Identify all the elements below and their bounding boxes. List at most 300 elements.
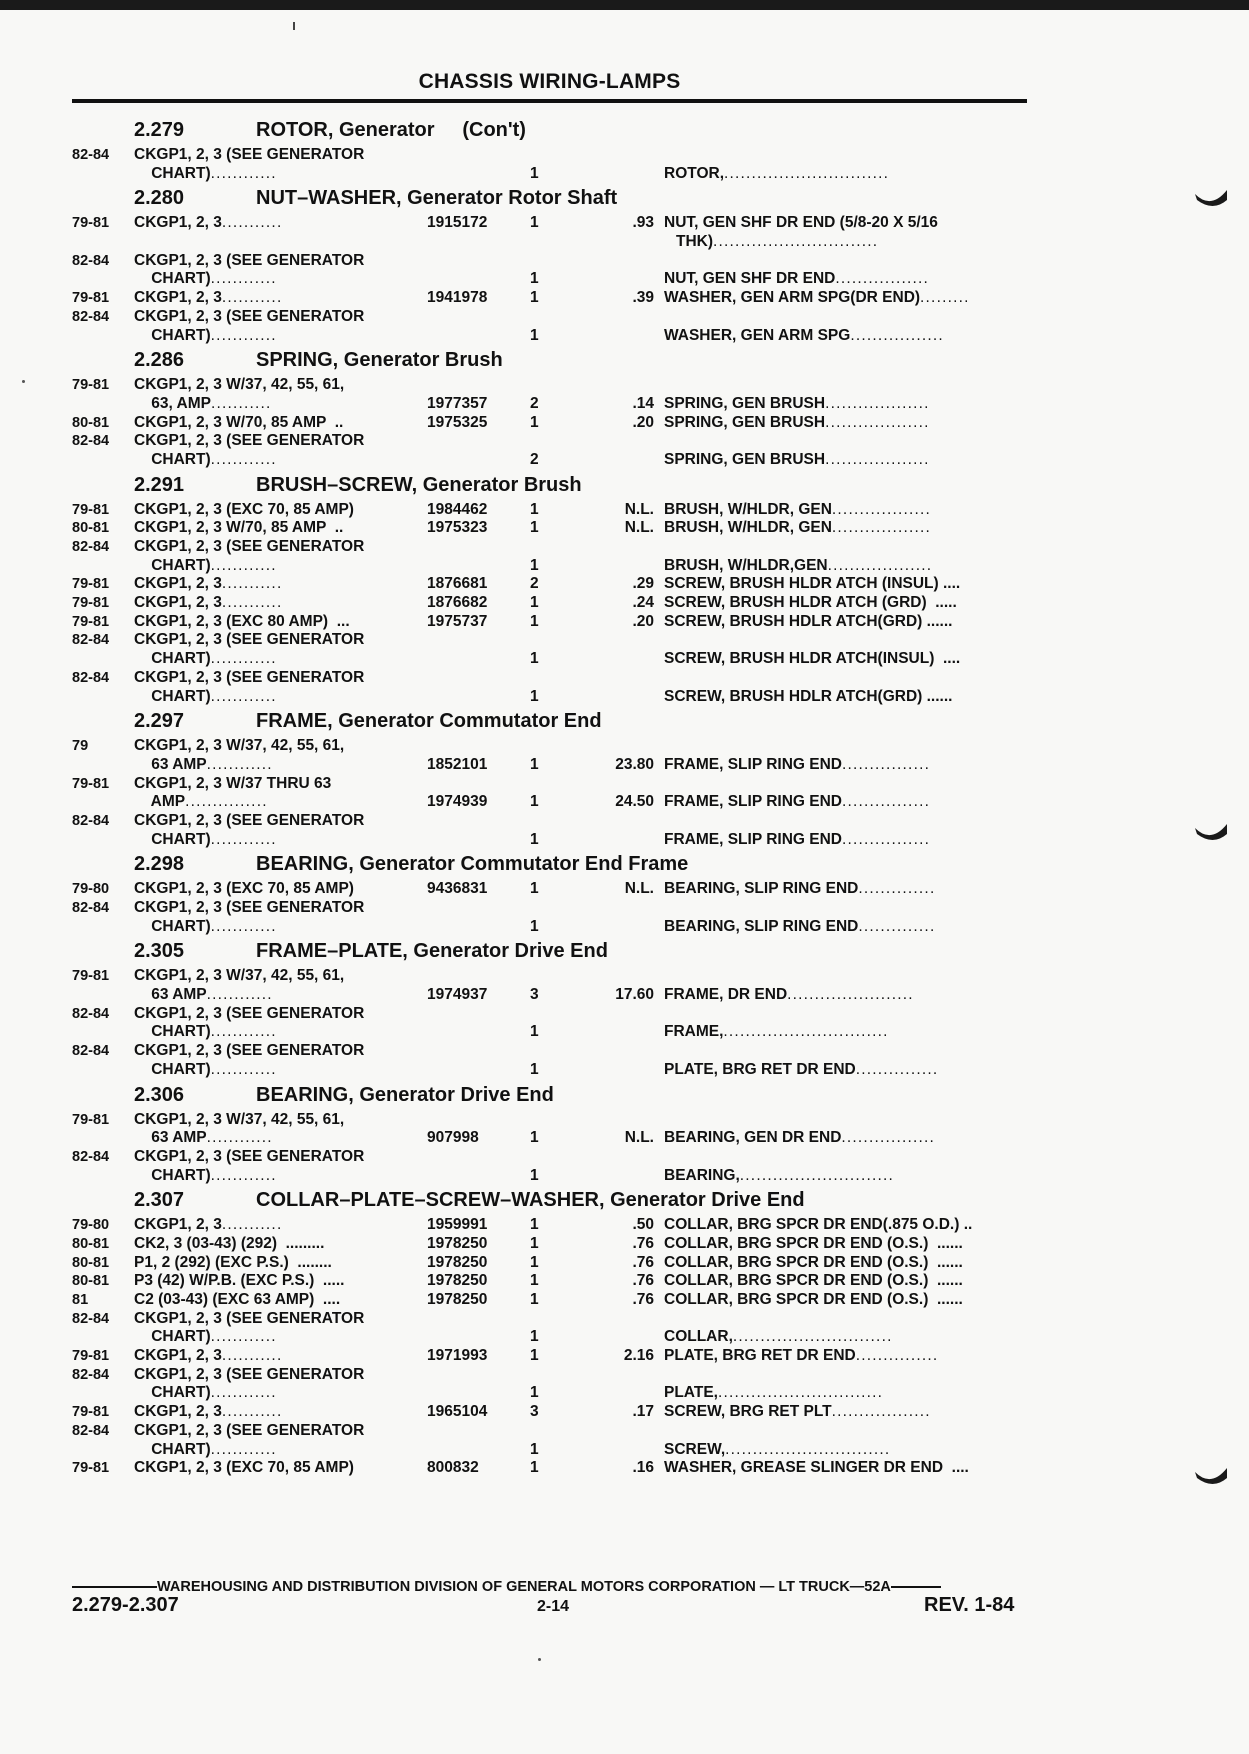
description-text: THK) xyxy=(676,233,714,251)
application-text: CKGP1, 2, 3 (SEE GENERATOR xyxy=(134,538,365,555)
section-heading xyxy=(72,470,1032,501)
description-text: PLATE, xyxy=(664,1384,718,1402)
leader-dots: ................... xyxy=(825,394,930,412)
application xyxy=(134,252,364,271)
leader-dots: ........... xyxy=(221,214,283,232)
leader-dots: ........... xyxy=(210,394,272,412)
section-title: FRAME–PLATE, Generator Drive End xyxy=(256,940,608,963)
part-number: 1876682 xyxy=(427,594,488,612)
model-years: 82-84 xyxy=(72,1043,110,1060)
application-text: 63 AMP xyxy=(134,1129,207,1147)
list-price: .17 xyxy=(632,1403,654,1421)
part-description xyxy=(664,793,931,812)
description-text: SCREW, BRUSH HDLR ATCH(GRD) ...... xyxy=(664,687,953,705)
model-years: 82-84 xyxy=(72,252,110,269)
model-years: 79-81 xyxy=(72,215,110,232)
quantity: 1 xyxy=(530,289,539,307)
application-text: C2 (03-43) (EXC 63 AMP) .... xyxy=(134,1291,341,1308)
list-price: .76 xyxy=(632,1234,654,1252)
application xyxy=(134,1254,332,1273)
section-heading xyxy=(72,183,1032,214)
quantity: 1 xyxy=(530,1253,539,1271)
parts-row xyxy=(72,501,1032,520)
leader-dots: ............ xyxy=(210,270,277,288)
leader-dots: ........... xyxy=(221,594,283,612)
quantity: 1 xyxy=(530,326,539,344)
parts-row xyxy=(72,631,1032,650)
part-description xyxy=(664,164,890,184)
parts-list xyxy=(72,115,1032,1478)
parts-row xyxy=(72,1111,1032,1130)
application-text: CKGP1, 2, 3 (SEE GENERATOR xyxy=(134,1004,365,1022)
model-years: 82-84 xyxy=(72,147,110,163)
application xyxy=(134,775,331,794)
leader-dots: ............... xyxy=(855,1347,939,1365)
leader-dots: .................. xyxy=(831,1403,931,1421)
application xyxy=(134,967,344,986)
parts-row xyxy=(72,308,1032,327)
parts-row xyxy=(72,1042,1032,1061)
list-price: 24.50 xyxy=(615,793,654,811)
part-description xyxy=(664,880,936,899)
quantity: 2 xyxy=(530,394,539,412)
application-text: CKGP1, 2, 3 W/70, 85 AMP .. xyxy=(134,413,344,431)
part-description xyxy=(664,394,930,414)
leader-dots: ............... xyxy=(185,793,268,811)
quantity: 1 xyxy=(530,1459,539,1477)
model-years: 82-84 xyxy=(72,812,110,829)
part-description xyxy=(664,1166,894,1186)
quantity: 1 xyxy=(530,1440,539,1458)
list-price: N.L. xyxy=(624,519,654,537)
leader-dots: .............................. xyxy=(724,164,890,182)
part-number: 800832 xyxy=(427,1459,479,1477)
application-text: CKGP1, 2, 3 (SEE GENERATOR xyxy=(134,307,365,325)
quantity: 1 xyxy=(530,413,539,431)
scan-mark xyxy=(293,22,295,30)
leader-dots: ............ xyxy=(210,326,277,344)
application-text: CKGP1, 2, 3 xyxy=(134,594,222,612)
application xyxy=(134,755,273,775)
section-title: COLLAR–PLATE–SCREW–WASHER, Generator Drive End xyxy=(256,1189,805,1212)
leader-dots: ............ xyxy=(210,687,277,705)
model-years: 79 xyxy=(72,738,89,755)
application-text: CKGP1, 2, 3 xyxy=(134,1216,222,1234)
leader-dots: .............................. xyxy=(717,1384,884,1402)
binder-punch-mark xyxy=(1193,188,1229,210)
leader-dots: ........... xyxy=(221,289,283,307)
parts-row xyxy=(72,967,1032,986)
section-number: 2.307 xyxy=(134,1189,185,1212)
description-text: BEARING, SLIP RING END xyxy=(664,917,859,935)
part-description xyxy=(676,233,879,252)
description-text: COLLAR, BRG SPCR DR END(.875 O.D.) .. xyxy=(664,1216,973,1234)
parts-row xyxy=(72,1061,1032,1080)
application-text: CKGP1, 2, 3 (EXC 70, 85 AMP) xyxy=(134,1459,354,1477)
parts-row xyxy=(72,233,1032,252)
parts-row xyxy=(72,1310,1032,1329)
description-text: FRAME, SLIP RING END xyxy=(664,830,842,848)
leader-dots: .............................. xyxy=(723,1023,889,1041)
part-number: 1975325 xyxy=(427,413,488,431)
parts-row xyxy=(72,1023,1032,1042)
description-text: SCREW, BRUSH HLDR ATCH(INSUL) .... xyxy=(664,650,961,668)
application xyxy=(134,1403,283,1422)
quantity: 3 xyxy=(530,1403,539,1421)
list-price: .24 xyxy=(632,594,654,612)
part-description xyxy=(664,1291,963,1310)
parts-row xyxy=(72,146,1032,165)
quantity: 1 xyxy=(530,1291,539,1308)
section-title: BEARING, Generator Commutator End Frame xyxy=(256,853,689,876)
application xyxy=(134,1060,277,1080)
quantity: 1 xyxy=(530,1328,539,1346)
section-number: 2.305 xyxy=(134,940,185,963)
application-text: CKGP1, 2, 3 (SEE GENERATOR xyxy=(134,251,365,269)
application-text: CKGP1, 2, 3 xyxy=(134,289,222,307)
part-description xyxy=(664,755,931,775)
application xyxy=(134,1148,364,1167)
section-heading xyxy=(72,1185,1032,1216)
leader-dots: ................ xyxy=(841,793,931,811)
application xyxy=(134,899,364,918)
section-heading xyxy=(72,849,1032,880)
application xyxy=(134,308,364,327)
application xyxy=(134,1111,344,1130)
application xyxy=(134,164,277,184)
parts-row xyxy=(72,538,1032,557)
parts-row xyxy=(72,669,1032,688)
application xyxy=(134,1129,273,1148)
description-text: SPRING, GEN BRUSH xyxy=(664,394,826,412)
section-number: 2.280 xyxy=(134,187,185,210)
quantity: 1 xyxy=(530,917,539,935)
application xyxy=(134,1235,324,1254)
description-text: SCREW, BRUSH HLDR ATCH (INSUL) .... xyxy=(664,575,961,593)
model-years: 79-81 xyxy=(72,1111,110,1128)
description-text: ROTOR, xyxy=(664,164,724,182)
footer-rule-right xyxy=(891,1586,941,1588)
part-description xyxy=(664,1403,931,1422)
leader-dots: .............................. xyxy=(713,233,879,251)
part-description xyxy=(664,917,936,937)
parts-row xyxy=(72,289,1032,308)
description-text: FRAME, SLIP RING END xyxy=(664,793,842,811)
list-price: N.L. xyxy=(624,880,654,898)
description-text: SCREW, BRUSH HDLR ATCH(GRD) ...... xyxy=(664,612,953,630)
section-heading xyxy=(72,1080,1032,1111)
part-description xyxy=(664,688,952,707)
part-description xyxy=(664,1235,963,1254)
section-heading xyxy=(72,345,1032,376)
quantity: 1 xyxy=(530,650,539,668)
parts-row xyxy=(72,688,1032,707)
description-text: SPRING, GEN BRUSH xyxy=(664,450,826,468)
description-text: WASHER, GEN ARM SPG xyxy=(664,326,851,344)
parts-row xyxy=(72,252,1032,271)
leader-dots: ........... xyxy=(221,575,283,593)
header-rule xyxy=(72,99,1027,103)
model-years: 82-84 xyxy=(72,433,110,450)
part-number: 1974939 xyxy=(427,793,488,811)
section-title: SPRING, Generator Brush xyxy=(256,349,503,372)
section-title: BEARING, Generator Drive End xyxy=(256,1083,554,1106)
model-years: 79-81 xyxy=(72,1404,110,1421)
parts-row xyxy=(72,575,1032,594)
application-text: CHART) xyxy=(134,450,211,468)
leader-dots: ............ xyxy=(210,830,277,848)
part-description xyxy=(664,1272,963,1291)
application-text: CKGP1, 2, 3 (SEE GENERATOR xyxy=(134,1421,365,1439)
model-years: 79-81 xyxy=(72,377,110,394)
footer-text: WAREHOUSING AND DISTRIBUTION DIVISION OF GENERAL MOTORS CORPORATION — LT TRUCK—52A xyxy=(157,1579,891,1595)
application xyxy=(134,613,350,632)
application xyxy=(134,326,277,346)
section-title: NUT–WASHER, Generator Rotor Shaft xyxy=(256,187,618,210)
application xyxy=(134,1422,364,1441)
model-years: 82-84 xyxy=(72,1366,110,1383)
application xyxy=(134,1459,354,1478)
model-years: 80-81 xyxy=(72,1273,110,1290)
leader-dots: ............................. xyxy=(732,1328,893,1346)
part-number: 1975323 xyxy=(427,519,488,537)
application xyxy=(134,1005,364,1024)
leader-dots: ............... xyxy=(855,1060,939,1078)
application-text: CKGP1, 2, 3 W/37, 42, 55, 61, xyxy=(134,967,345,985)
application-text: CHART) xyxy=(134,164,211,182)
model-years: 82-84 xyxy=(72,900,110,916)
footer-line xyxy=(72,1579,1027,1595)
parts-row xyxy=(72,214,1032,233)
parts-row xyxy=(72,165,1032,184)
leader-dots: ............ xyxy=(210,450,277,468)
application-text: CKGP1, 2, 3 (SEE GENERATOR xyxy=(134,668,365,686)
application-text: CK2, 3 (03-43) (292) ......... xyxy=(134,1234,325,1252)
parts-row xyxy=(72,1216,1032,1235)
model-years: 80-81 xyxy=(72,1254,110,1271)
scan-top-edge xyxy=(0,0,1249,10)
application xyxy=(134,1347,283,1366)
section-title: ROTOR, Generator (Con't) xyxy=(256,119,526,141)
quantity: 1 xyxy=(530,1129,539,1147)
parts-row xyxy=(72,557,1032,576)
description-text: BEARING, SLIP RING END xyxy=(664,880,859,898)
application-text: CHART) xyxy=(134,687,211,705)
quantity: 2 xyxy=(530,450,539,468)
application xyxy=(134,986,273,1005)
quantity: 1 xyxy=(530,612,539,630)
parts-row xyxy=(72,1148,1032,1167)
model-years: 80-81 xyxy=(72,1235,110,1252)
leader-dots: ............ xyxy=(206,986,273,1004)
footer-rule-left xyxy=(72,1586,157,1588)
section-heading xyxy=(72,936,1032,967)
application xyxy=(134,1023,277,1042)
application xyxy=(134,289,283,308)
part-number: 1974937 xyxy=(427,986,488,1004)
part-description xyxy=(664,1459,969,1478)
model-years: 79-81 xyxy=(72,290,110,307)
quantity: 1 xyxy=(530,1060,539,1078)
part-description xyxy=(664,1440,891,1460)
application-text: CKGP1, 2, 3 xyxy=(134,214,222,232)
parts-row xyxy=(72,831,1032,850)
parts-row xyxy=(72,1441,1032,1460)
parts-row xyxy=(72,756,1032,775)
application-text: CKGP1, 2, 3 (SEE GENERATOR xyxy=(134,146,365,163)
part-description xyxy=(664,1347,939,1366)
application xyxy=(134,575,283,594)
application-text: CKGP1, 2, 3 (SEE GENERATOR xyxy=(134,631,365,649)
application-text: CKGP1, 2, 3 (SEE GENERATOR xyxy=(134,1365,365,1383)
part-number: 1941978 xyxy=(427,289,488,307)
description-text: PLATE, BRG RET DR END xyxy=(664,1060,856,1078)
application xyxy=(134,669,364,688)
leader-dots: .............. xyxy=(858,880,936,898)
quantity: 1 xyxy=(530,1166,539,1184)
description-text: COLLAR, BRG SPCR DR END (O.S.) ...... xyxy=(664,1253,963,1271)
list-price: .93 xyxy=(632,214,654,232)
application-text: CHART) xyxy=(134,1384,211,1402)
description-text: COLLAR, BRG SPCR DR END (O.S.) ...... xyxy=(664,1272,963,1290)
model-years: 79-80 xyxy=(72,1217,110,1234)
parts-row xyxy=(72,775,1032,794)
part-number: 1971993 xyxy=(427,1347,488,1365)
leader-dots: .............................. xyxy=(725,1440,891,1458)
part-number: 1978250 xyxy=(427,1291,488,1308)
list-price: .20 xyxy=(632,612,654,630)
model-years: 82-84 xyxy=(72,1005,110,1022)
application-text: 63 AMP xyxy=(134,755,207,773)
section-number: 2.297 xyxy=(134,710,185,733)
application-text: CKGP1, 2, 3 (EXC 70, 85 AMP) xyxy=(134,880,354,898)
application-text: CHART) xyxy=(134,326,211,344)
parts-row xyxy=(72,812,1032,831)
part-description xyxy=(664,556,933,576)
parts-row xyxy=(72,1272,1032,1291)
section-number: 2.291 xyxy=(134,473,185,496)
application-text: CKGP1, 2, 3 W/37, 42, 55, 61, xyxy=(134,737,345,755)
parts-row xyxy=(72,1129,1032,1148)
parts-row xyxy=(72,737,1032,756)
application-text: CHART) xyxy=(134,1166,211,1184)
application-text: CKGP1, 2, 3 (SEE GENERATOR xyxy=(134,1147,365,1165)
application xyxy=(134,917,277,937)
description-text: BEARING, GEN DR END xyxy=(664,1129,842,1147)
leader-dots: ................... xyxy=(825,413,930,431)
model-years: 82-84 xyxy=(72,308,110,325)
part-description xyxy=(664,1384,884,1403)
part-number: 1959991 xyxy=(427,1216,488,1234)
footer-revision: REV. 1-84 xyxy=(924,1594,1015,1616)
quantity: 1 xyxy=(530,164,539,182)
leader-dots: ........... xyxy=(221,1403,283,1421)
application-text: CHART) xyxy=(134,830,211,848)
part-description xyxy=(664,519,932,538)
leader-dots: ............ xyxy=(210,556,277,574)
footer-page-number: 2-14 xyxy=(537,1598,570,1615)
part-number: 1915172 xyxy=(427,214,488,232)
footer-section-range: 2.279-2.307 xyxy=(72,1594,179,1616)
list-price: .29 xyxy=(632,575,654,593)
description-text: NUT, GEN SHF DR END (5/8-20 X 5/16 xyxy=(664,214,938,232)
quantity: 1 xyxy=(530,880,539,898)
application-text: CKGP1, 2, 3 (SEE GENERATOR xyxy=(134,811,365,829)
description-text: FRAME, DR END xyxy=(664,986,788,1004)
model-years: 79-81 xyxy=(72,613,110,630)
section-heading xyxy=(72,706,1032,737)
description-text: SCREW, BRUSH HLDR ATCH (GRD) ..... xyxy=(664,594,957,612)
application xyxy=(134,450,277,470)
application xyxy=(134,1384,277,1403)
application-text: CHART) xyxy=(134,1440,211,1458)
leader-dots: ................ xyxy=(841,830,931,848)
application-text: CKGP1, 2, 3 W/37, 42, 55, 61, xyxy=(134,376,345,394)
list-price: 23.80 xyxy=(615,755,654,773)
leader-dots: ........... xyxy=(221,1347,283,1365)
description-text: SCREW, BRG RET PLT xyxy=(664,1403,832,1421)
part-description xyxy=(664,450,930,470)
parts-row xyxy=(72,1384,1032,1403)
parts-row xyxy=(72,880,1032,899)
quantity: 1 xyxy=(530,830,539,848)
description-text: BRUSH, W/HLDR, GEN xyxy=(664,500,832,518)
application-text: CHART) xyxy=(134,556,211,574)
parts-row xyxy=(72,650,1032,669)
parts-row xyxy=(72,1422,1032,1441)
application xyxy=(134,880,354,899)
parts-row xyxy=(72,1366,1032,1385)
application-text: CKGP1, 2, 3 (EXC 80 AMP) ... xyxy=(134,612,350,630)
application xyxy=(134,830,277,850)
application xyxy=(134,1366,364,1385)
model-years: 79-81 xyxy=(72,775,110,792)
parts-row xyxy=(72,1254,1032,1273)
part-description xyxy=(664,1254,963,1273)
description-text: SPRING, GEN BRUSH xyxy=(664,413,826,431)
application-text: P3 (42) W/P.B. (EXC P.S.) ..... xyxy=(134,1272,345,1290)
application-text: CHART) xyxy=(134,1060,211,1078)
application-text: CHART) xyxy=(134,1023,211,1041)
model-years: 82-84 xyxy=(72,669,110,686)
leader-dots: ............ xyxy=(210,1384,277,1402)
application xyxy=(134,631,364,650)
parts-row xyxy=(72,376,1032,395)
application xyxy=(134,556,277,576)
application-text: 63 AMP xyxy=(134,986,207,1004)
quantity: 1 xyxy=(530,1234,539,1252)
model-years: 80-81 xyxy=(72,520,110,537)
section-title: FRAME, Generator Commutator End xyxy=(256,710,602,733)
part-number: 9436831 xyxy=(427,880,488,898)
parts-row xyxy=(72,432,1032,451)
list-price: .16 xyxy=(632,1459,654,1477)
quantity: 1 xyxy=(530,270,539,288)
section-number: 2.306 xyxy=(134,1083,185,1106)
parts-row xyxy=(72,451,1032,470)
binder-punch-mark xyxy=(1193,822,1229,844)
application xyxy=(134,1042,364,1061)
part-description xyxy=(664,613,952,632)
part-description xyxy=(664,594,957,613)
part-description xyxy=(664,270,929,289)
list-price: .20 xyxy=(632,413,654,431)
parts-row xyxy=(72,1167,1032,1186)
application xyxy=(134,501,354,520)
part-description xyxy=(664,1129,936,1148)
application-text: CKGP1, 2, 3 xyxy=(134,1347,222,1365)
application xyxy=(134,793,268,812)
